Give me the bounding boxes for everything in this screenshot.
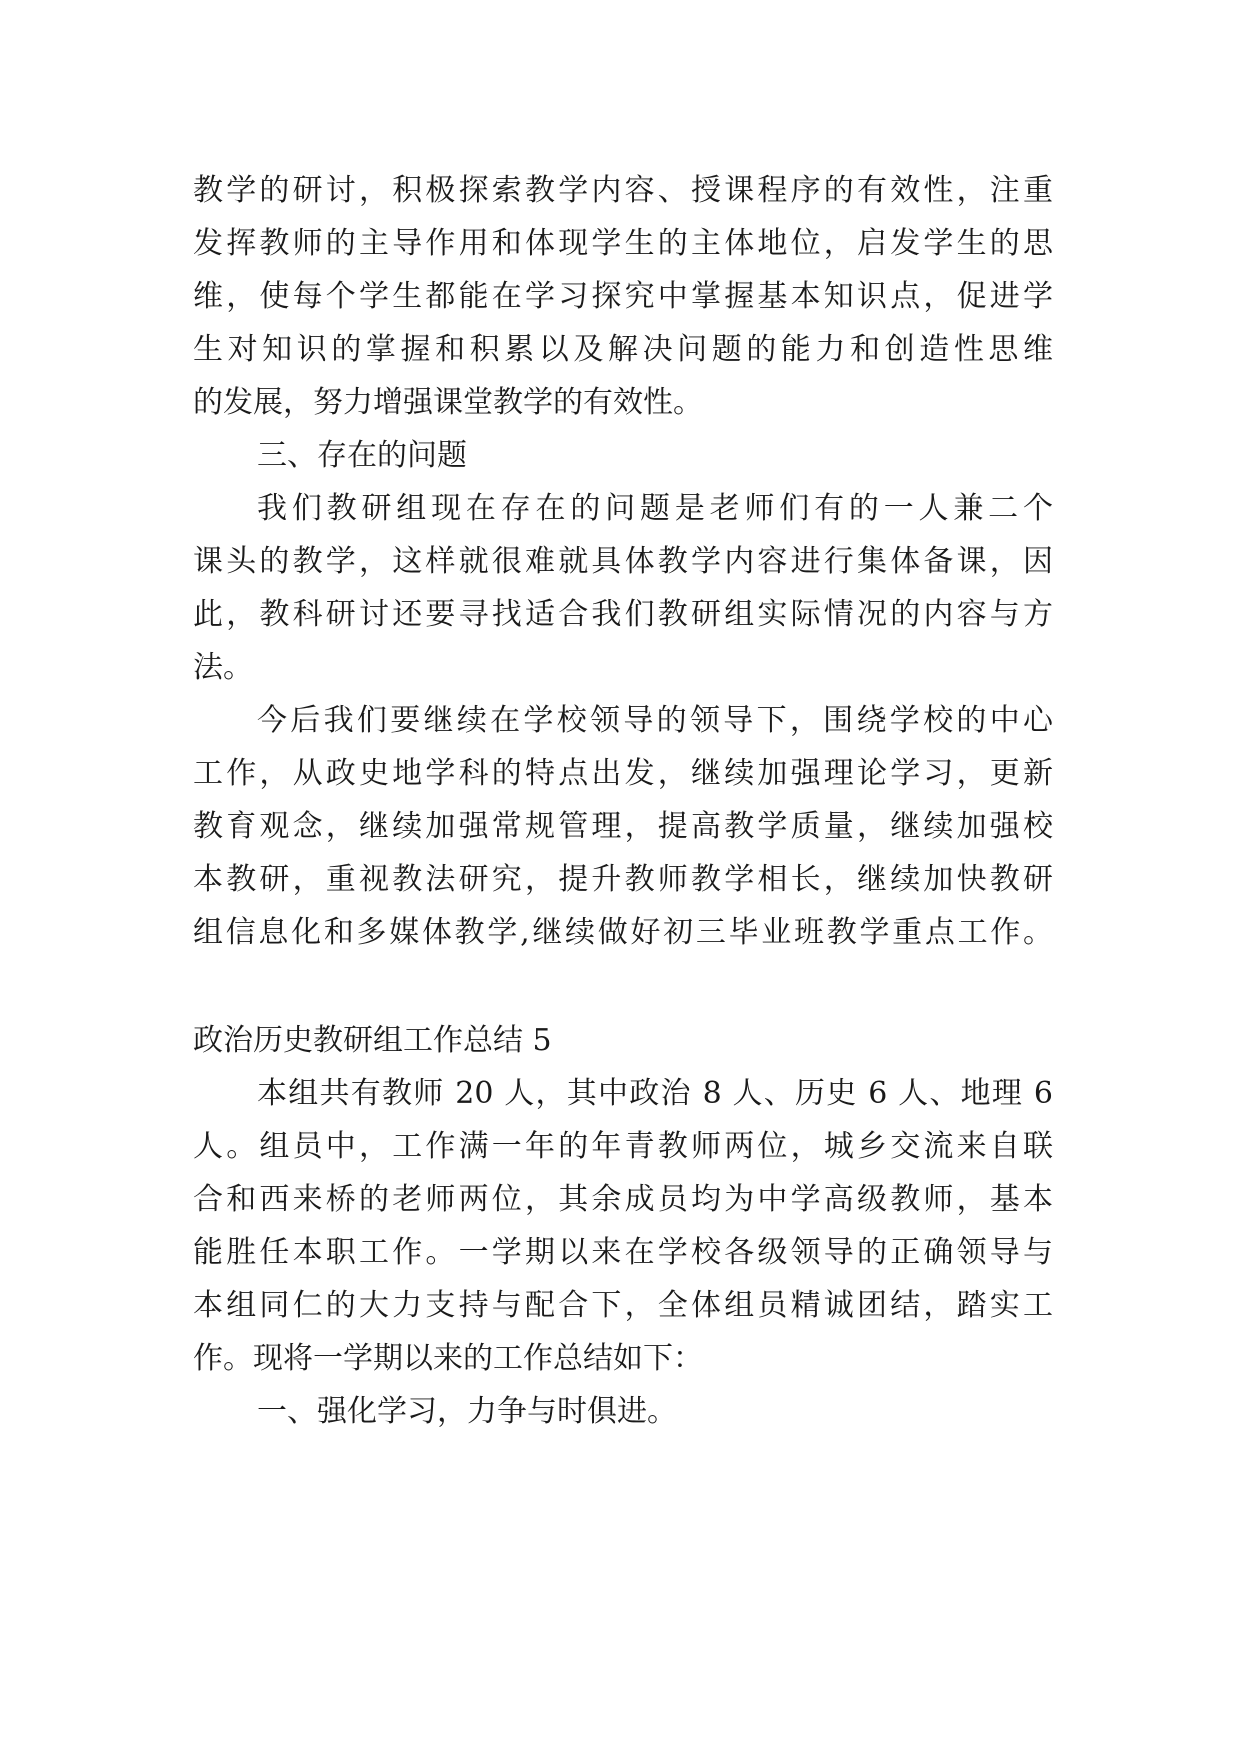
text-line: 发挥教师的主导作用和体现学生的主体地位，启发学生的思: [193, 226, 1053, 261]
text-line: 维，使每个学生都能在学习探究中掌握基本知识点，促进学: [193, 279, 1053, 314]
text-line: 工作，从政史地学科的特点出发，继续加强理论学习，更新: [193, 756, 1053, 791]
text-line: 人。组员中，工作满一年的年青教师两位，城乡交流来自联: [193, 1129, 1053, 1164]
text-line: 的发展，努力增强课堂教学的有效性。: [193, 385, 703, 420]
text-line: 教育观念，继续加强常规管理，提高教学质量，继续加强校: [193, 809, 1053, 844]
text-line: 作。现将一学期以来的工作总结如下：: [193, 1341, 703, 1376]
text-line: 本教研，重视教法研究，提升教师教学相长，继续加快教研: [193, 862, 1053, 897]
text-line: 本组共有教师 20 人，其中政治 8 人、历史 6 人、地理 6: [257, 1076, 1053, 1111]
section-title: 政治历史教研组工作总结 5: [193, 1023, 552, 1058]
text-line: 组信息化和多媒体教学,继续做好初三毕业班教学重点工作。: [193, 915, 1053, 950]
text-line: 能胜任本职工作。一学期以来在学校各级领导的正确领导与: [193, 1235, 1053, 1270]
text-line: 本组同仁的大力支持与配合下，全体组员精诚团结，踏实工: [193, 1288, 1053, 1323]
text-line: 我们教研组现在存在的问题是老师们有的一人兼二个: [257, 491, 1053, 526]
text-line: 生对知识的掌握和积累以及解决问题的能力和创造性思维: [193, 332, 1053, 367]
text-line: 此，教科研讨还要寻找适合我们教研组实际情况的内容与方: [193, 597, 1053, 632]
text-line: 合和西来桥的老师两位，其余成员均为中学高级教师，基本: [193, 1182, 1053, 1217]
text-line: 法。: [193, 650, 253, 685]
text-line: 今后我们要继续在学校领导的领导下，围绕学校的中心: [257, 703, 1053, 738]
text-line: 教学的研讨，积极探索教学内容、授课程序的有效性，注重: [193, 173, 1053, 208]
text-line: 课头的教学，这样就很难就具体教学内容进行集体备课，因: [193, 544, 1053, 579]
section-heading: 三、存在的问题: [257, 438, 467, 473]
section-heading: 一、强化学习，力争与时俱进。: [257, 1394, 677, 1429]
